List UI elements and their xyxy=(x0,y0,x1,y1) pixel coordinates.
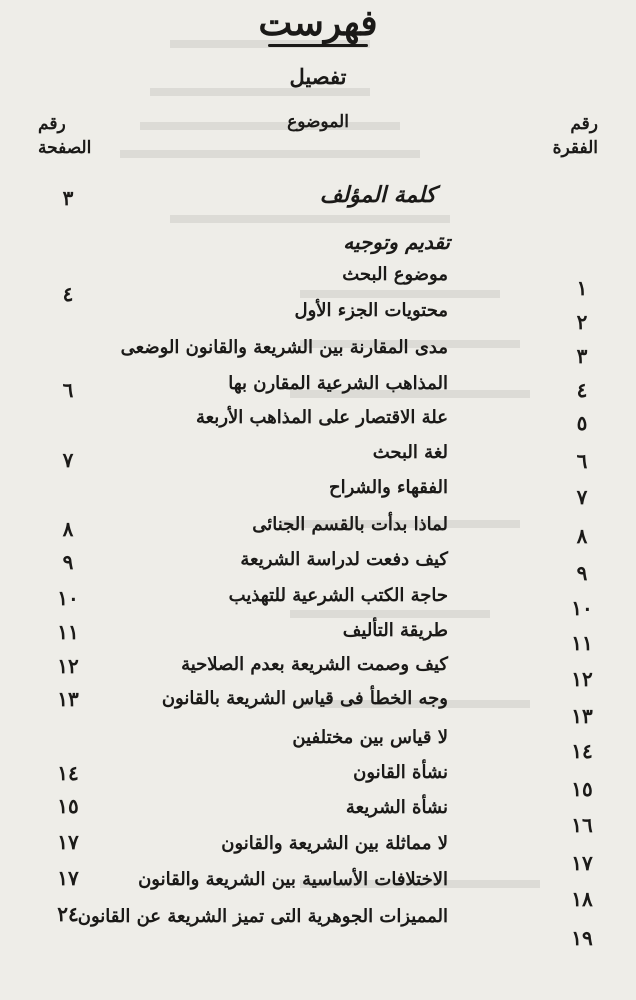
row-number: ١٤ xyxy=(571,739,593,763)
row-page: ٨ xyxy=(62,517,74,541)
row-page: ٩ xyxy=(62,550,74,574)
row-number: ١٠ xyxy=(571,596,593,620)
header-paragraph-number: رقم الفقرة xyxy=(552,114,598,158)
row-number: ٢ xyxy=(576,310,588,334)
row-page: ١٧ xyxy=(57,830,79,854)
row-topic: وجه الخطأ فى قياس الشريعة بالقانون xyxy=(161,688,448,709)
row-number: ٥ xyxy=(576,411,588,435)
row-page: ١٧ xyxy=(57,866,79,890)
row-page: ٧ xyxy=(62,448,74,472)
row-topic: حاجة الكتب الشرعية للتهذيب xyxy=(228,585,448,606)
row-number: ٤ xyxy=(576,378,588,402)
row-topic: المذاهب الشرعية المقارن بها xyxy=(228,373,448,394)
row-number: ٣ xyxy=(576,344,588,368)
title-flourish xyxy=(268,44,368,47)
header-topic: الموضوع xyxy=(287,112,349,132)
row-topic: كيف وصمت الشريعة بعدم الصلاحية xyxy=(181,654,448,675)
row-topic: الفقهاء والشراح xyxy=(329,477,448,498)
row-topic: نشأة القانون xyxy=(353,762,448,783)
row-topic: علة الاقتصار على المذاهب الأربعة xyxy=(195,407,448,428)
row-topic: لماذا بدأت بالقسم الجنائى xyxy=(252,514,448,535)
section-author-note-page: ٣ xyxy=(62,186,74,210)
row-page: ١٣ xyxy=(57,687,79,711)
row-number: ١٧ xyxy=(571,851,593,875)
row-topic: مدى المقارنة بين الشريعة والقانون الوضعى xyxy=(120,337,448,358)
row-number: ١٦ xyxy=(571,813,593,837)
row-topic: كيف دفعت لدراسة الشريعة xyxy=(240,549,448,570)
header-page-number: رقم الصفحة xyxy=(38,114,92,158)
row-page: ٤ xyxy=(62,282,74,306)
row-number: ٩ xyxy=(576,561,588,585)
row-number: ١٣ xyxy=(571,704,593,728)
row-number: ١٨ xyxy=(571,887,593,911)
row-number: ١ xyxy=(576,276,588,300)
row-number: ٨ xyxy=(576,524,588,548)
section-author-note: كلمة المؤلف xyxy=(319,182,436,208)
row-number: ٦ xyxy=(576,449,588,473)
row-number: ١٩ xyxy=(571,926,593,950)
row-topic: لا قياس بين مختلفين xyxy=(292,727,448,748)
row-number: ١٢ xyxy=(571,667,593,691)
section-introduction: تقديم وتوجيه xyxy=(343,230,450,254)
row-page: ١٥ xyxy=(57,794,79,818)
row-topic: نشأة الشريعة xyxy=(345,797,448,818)
row-page: ٢٤ xyxy=(57,902,79,926)
row-page: ١٢ xyxy=(57,654,79,678)
page-title: فهرست xyxy=(258,2,378,44)
row-page: ١٠ xyxy=(57,586,79,610)
row-topic: طريقة التأليف xyxy=(342,620,448,641)
row-page: ٦ xyxy=(62,378,74,402)
row-topic: محتويات الجزء الأول xyxy=(294,300,448,321)
row-topic: المميزات الجوهرية التى تميز الشريعة عن القانون xyxy=(77,906,448,927)
row-page: ١١ xyxy=(57,620,79,644)
row-topic: الاختلافات الأساسية بين الشريعة والقانون xyxy=(138,869,448,890)
page-subtitle: تفصيل xyxy=(289,64,347,89)
row-page: ١٤ xyxy=(57,761,79,785)
row-number: ١١ xyxy=(571,631,593,655)
row-topic: لا مماثلة بين الشريعة والقانون xyxy=(221,833,448,854)
row-topic: موضوع البحث xyxy=(342,264,448,285)
row-number: ١٥ xyxy=(571,777,593,801)
row-number: ٧ xyxy=(576,485,588,509)
row-topic: لغة البحث xyxy=(372,442,448,463)
